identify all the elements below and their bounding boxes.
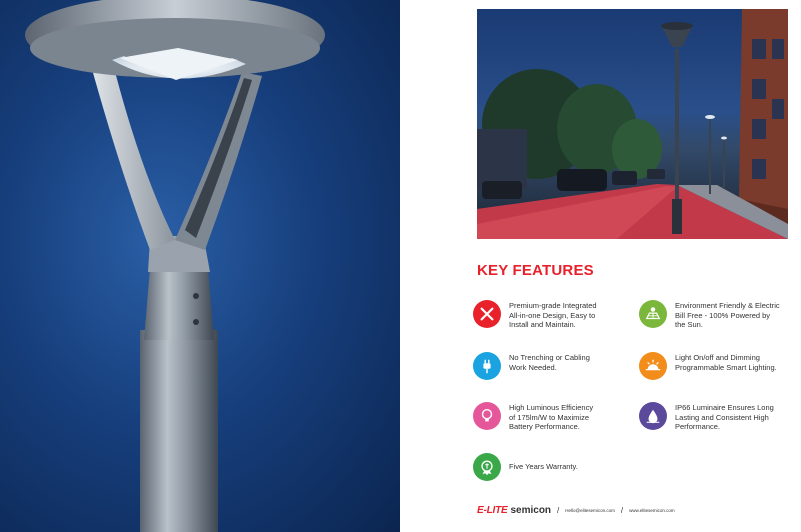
feature-warranty bbox=[473, 453, 578, 481]
street-scene-photo bbox=[477, 9, 788, 239]
product-image-panel bbox=[0, 0, 400, 532]
warranty-icon bbox=[473, 453, 501, 481]
water-drop-icon bbox=[639, 402, 667, 430]
street-light-fixture-illustration bbox=[0, 0, 400, 532]
feature-text: IP66 Luminaire Ensures Long Lasting and Consistent High Performance. bbox=[675, 403, 774, 432]
feature-luminous-efficiency bbox=[473, 402, 593, 432]
solar-panel-icon bbox=[639, 300, 667, 328]
website-link[interactable]: www.elitesemicon.com bbox=[629, 508, 675, 513]
feature-text: Premium-grade Integrated All-in-one Design, Easy to Install and Maintain. bbox=[509, 301, 597, 330]
feature-integrated-design bbox=[473, 300, 597, 330]
brand-name-dark: semicon bbox=[510, 505, 552, 516]
feature-text: Environment Friendly & Electric Bill Free - 100% Powered by the Sun. bbox=[675, 301, 780, 330]
feature-smart-lighting bbox=[639, 352, 777, 380]
feature-no-trenching bbox=[473, 352, 590, 380]
sunrise-icon bbox=[639, 352, 667, 380]
feature-solar-powered bbox=[639, 300, 780, 330]
feature-text: High Luminous Efficiency of 175lm/W to Maximize Battery Performance. bbox=[509, 403, 594, 432]
tools-icon bbox=[473, 300, 501, 328]
lightbulb-icon bbox=[473, 402, 501, 430]
email-link[interactable]: Hello@elitesemicon.com bbox=[565, 508, 615, 513]
separator: / bbox=[620, 506, 624, 515]
footer bbox=[477, 505, 675, 516]
feature-text: Light On/off and Dimming Programmable Smart Lighting. bbox=[675, 353, 777, 372]
brand-name-red: E-LITE bbox=[477, 505, 508, 516]
feature-text: Five Years Warranty. bbox=[509, 462, 578, 471]
street-scene-illustration bbox=[477, 9, 788, 239]
feature-ip66 bbox=[639, 402, 774, 432]
brand-logo bbox=[477, 505, 551, 516]
feature-text: No Trenching or Cabling Work Needed. bbox=[509, 353, 590, 372]
plug-icon bbox=[473, 352, 501, 380]
separator: / bbox=[557, 506, 560, 515]
key-features-title: KEY FEATURES bbox=[477, 262, 594, 279]
